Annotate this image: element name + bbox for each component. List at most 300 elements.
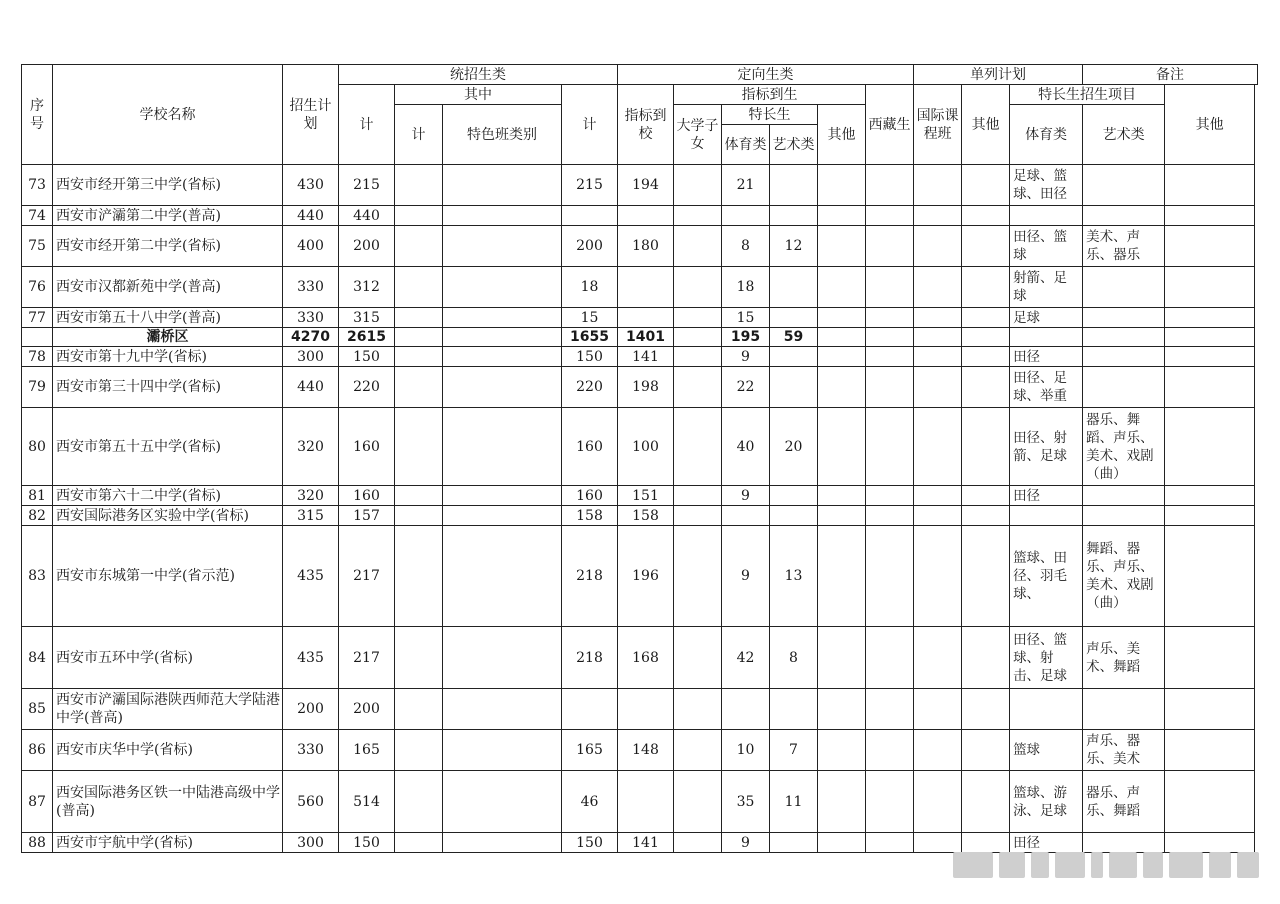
- separate-other: [962, 367, 1010, 408]
- feature-class: [443, 627, 562, 689]
- unified-total: 514: [339, 771, 395, 833]
- school-name: 西安国际港务区铁一中陆港高级中学(普高): [53, 771, 283, 833]
- univ-children: [674, 408, 722, 486]
- specialty-arts: [770, 267, 818, 308]
- header-quota-group: 指标到生: [674, 85, 866, 105]
- district-subtotal-row: [22, 328, 1258, 347]
- tibet: [866, 627, 914, 689]
- quota-other: [818, 730, 866, 771]
- remarks-other: [1165, 730, 1255, 771]
- specialty-arts: 12: [770, 226, 818, 267]
- quota-to-school: 168: [618, 627, 674, 689]
- remarks-arts: 器乐、声乐、舞蹈: [1083, 771, 1165, 833]
- quota-to-school: 196: [618, 526, 674, 627]
- unified-total: 150: [339, 347, 395, 367]
- header-specialty-items: 特长生招生项目: [1010, 85, 1165, 105]
- intl: [914, 506, 962, 526]
- separate-other: [962, 408, 1010, 486]
- univ-children: [674, 328, 722, 347]
- directed-total: 218: [562, 627, 618, 689]
- school-name: 西安市第五十八中学(普高): [53, 308, 283, 328]
- remarks-sports: [1010, 506, 1083, 526]
- specialty-sports: 9: [722, 486, 770, 506]
- remarks-sports: 篮球: [1010, 730, 1083, 771]
- school-name: 西安市经开第二中学(省标): [53, 226, 283, 267]
- quota-other: [818, 526, 866, 627]
- remarks-arts: 声乐、美术、舞蹈: [1083, 627, 1165, 689]
- tibet: [866, 730, 914, 771]
- separate-other: [962, 486, 1010, 506]
- remarks-arts: 器乐、舞蹈、声乐、美术、戏剧（曲）: [1083, 408, 1165, 486]
- unified-total: 440: [339, 206, 395, 226]
- quota-to-school: 141: [618, 347, 674, 367]
- feature-class: [443, 308, 562, 328]
- unified-total: 217: [339, 526, 395, 627]
- feature-class: [443, 771, 562, 833]
- feature-class: [443, 730, 562, 771]
- intl: [914, 771, 962, 833]
- specialty-arts: [770, 833, 818, 853]
- quota-to-school: 151: [618, 486, 674, 506]
- specialty-sports: 9: [722, 833, 770, 853]
- directed-total: 46: [562, 771, 618, 833]
- table-row: [22, 165, 1258, 206]
- specialty-sports: 9: [722, 526, 770, 627]
- header-among-total: 计: [395, 105, 443, 165]
- separate-other: [962, 526, 1010, 627]
- remarks-arts: [1083, 689, 1165, 730]
- separate-other: [962, 730, 1010, 771]
- remarks-other: [1165, 506, 1255, 526]
- remarks-sports: [1010, 328, 1083, 347]
- plan-total: 440: [283, 367, 339, 408]
- table-row: [22, 367, 1258, 408]
- row-number: 75: [22, 226, 53, 267]
- specialty-sports: 8: [722, 226, 770, 267]
- header-quota-other: 其他: [818, 105, 866, 165]
- among-total: [395, 627, 443, 689]
- remarks-other: [1165, 347, 1255, 367]
- header-plan: 招生计划: [283, 65, 339, 165]
- remarks-sports: 射箭、足球: [1010, 267, 1083, 308]
- specialty-arts: [770, 506, 818, 526]
- among-total: [395, 506, 443, 526]
- univ-children: [674, 486, 722, 506]
- header-feature-class: 特色班类别: [443, 105, 562, 165]
- plan-total: 4270: [283, 328, 339, 347]
- quota-other: [818, 486, 866, 506]
- univ-children: [674, 206, 722, 226]
- plan-total: 400: [283, 226, 339, 267]
- tibet: [866, 771, 914, 833]
- header-among: 其中: [395, 85, 562, 105]
- header-remarks-other: 其他: [1165, 85, 1255, 165]
- intl: [914, 408, 962, 486]
- specialty-arts: [770, 486, 818, 506]
- tibet: [866, 328, 914, 347]
- specialty-sports: 9: [722, 347, 770, 367]
- remarks-sports: [1010, 689, 1083, 730]
- univ-children: [674, 833, 722, 853]
- remarks-other: [1165, 526, 1255, 627]
- intl: [914, 526, 962, 627]
- row-number: 78: [22, 347, 53, 367]
- unified-total: 165: [339, 730, 395, 771]
- feature-class: [443, 367, 562, 408]
- directed-total: 160: [562, 408, 618, 486]
- table-row: [22, 506, 1258, 526]
- plan-total: 330: [283, 308, 339, 328]
- remarks-arts: [1083, 308, 1165, 328]
- specialty-arts: 8: [770, 627, 818, 689]
- remarks-sports: 田径、射箭、足球: [1010, 408, 1083, 486]
- row-number: 73: [22, 165, 53, 206]
- directed-total: 218: [562, 526, 618, 627]
- separate-other: [962, 689, 1010, 730]
- tibet: [866, 506, 914, 526]
- separate-other: [962, 347, 1010, 367]
- specialty-sports: 195: [722, 328, 770, 347]
- quota-other: [818, 506, 866, 526]
- directed-total: [562, 206, 618, 226]
- table-row: [22, 226, 1258, 267]
- univ-children: [674, 771, 722, 833]
- header-intl: 国际课程班: [914, 85, 962, 165]
- intl: [914, 367, 962, 408]
- among-total: [395, 267, 443, 308]
- separate-other: [962, 165, 1010, 206]
- quota-to-school: 1401: [618, 328, 674, 347]
- plan-total: 430: [283, 165, 339, 206]
- specialty-arts: 7: [770, 730, 818, 771]
- tibet: [866, 367, 914, 408]
- specialty-arts: [770, 206, 818, 226]
- intl: [914, 226, 962, 267]
- row-number: 87: [22, 771, 53, 833]
- separate-other: [962, 226, 1010, 267]
- header-separate-other: 其他: [962, 85, 1010, 165]
- remarks-arts: [1083, 206, 1165, 226]
- tibet: [866, 833, 914, 853]
- among-total: [395, 367, 443, 408]
- row-number: 80: [22, 408, 53, 486]
- among-total: [395, 226, 443, 267]
- school-name: 西安市汉都新苑中学(普高): [53, 267, 283, 308]
- plan-total: 200: [283, 689, 339, 730]
- tibet: [866, 689, 914, 730]
- among-total: [395, 526, 443, 627]
- unified-total: 220: [339, 367, 395, 408]
- remarks-other: [1165, 267, 1255, 308]
- table-row: [22, 627, 1258, 689]
- tibet: [866, 226, 914, 267]
- tibet: [866, 267, 914, 308]
- header-sports: 体育类: [722, 125, 770, 165]
- header-univ-children: 大学子女: [674, 105, 722, 165]
- quota-to-school: [618, 267, 674, 308]
- school-name: 西安市第三十四中学(省标): [53, 367, 283, 408]
- remarks-sports: [1010, 206, 1083, 226]
- enrollment-plan-table: [21, 64, 1258, 853]
- school-name: 西安市第十九中学(省标): [53, 347, 283, 367]
- remarks-sports: 田径: [1010, 833, 1083, 853]
- remarks-other: [1165, 486, 1255, 506]
- intl: [914, 627, 962, 689]
- specialty-sports: 40: [722, 408, 770, 486]
- unified-total: 315: [339, 308, 395, 328]
- school-name: 西安市第五十五中学(省标): [53, 408, 283, 486]
- remarks-other: [1165, 206, 1255, 226]
- specialty-arts: [770, 347, 818, 367]
- header-separate: 单列计划: [914, 65, 1083, 85]
- plan-total: 440: [283, 206, 339, 226]
- unified-total: 160: [339, 486, 395, 506]
- univ-children: [674, 689, 722, 730]
- row-number: 74: [22, 206, 53, 226]
- remarks-sports: 足球、篮球、田径: [1010, 165, 1083, 206]
- intl: [914, 308, 962, 328]
- table-row: [22, 526, 1258, 627]
- row-number: 82: [22, 506, 53, 526]
- directed-total: 1655: [562, 328, 618, 347]
- specialty-sports: 22: [722, 367, 770, 408]
- remarks-sports: 田径、足球、举重: [1010, 367, 1083, 408]
- among-total: [395, 771, 443, 833]
- table-row: [22, 486, 1258, 506]
- univ-children: [674, 526, 722, 627]
- quota-other: [818, 347, 866, 367]
- quota-other: [818, 367, 866, 408]
- intl: [914, 730, 962, 771]
- header-directed-total: 计: [562, 85, 618, 165]
- univ-children: [674, 165, 722, 206]
- remarks-sports: 田径、篮球、射击、足球: [1010, 627, 1083, 689]
- feature-class: [443, 506, 562, 526]
- remarks-sports: 篮球、田径、羽毛球、: [1010, 526, 1083, 627]
- among-total: [395, 308, 443, 328]
- plan-total: 330: [283, 730, 339, 771]
- directed-total: 200: [562, 226, 618, 267]
- plan-total: 300: [283, 347, 339, 367]
- quota-other: [818, 771, 866, 833]
- among-total: [395, 730, 443, 771]
- row-number: 84: [22, 627, 53, 689]
- intl: [914, 486, 962, 506]
- separate-other: [962, 267, 1010, 308]
- remarks-other: [1165, 408, 1255, 486]
- feature-class: [443, 347, 562, 367]
- quota-to-school: [618, 308, 674, 328]
- univ-children: [674, 347, 722, 367]
- school-name: 灞桥区: [53, 328, 283, 347]
- row-number: 81: [22, 486, 53, 506]
- quota-other: [818, 308, 866, 328]
- table-row: [22, 730, 1258, 771]
- specialty-arts: 11: [770, 771, 818, 833]
- remarks-sports: 田径: [1010, 486, 1083, 506]
- tibet: [866, 165, 914, 206]
- quota-to-school: [618, 206, 674, 226]
- remarks-arts: 美术、声乐、器乐: [1083, 226, 1165, 267]
- among-total: [395, 328, 443, 347]
- directed-total: 15: [562, 308, 618, 328]
- header-unified: 统招生类: [339, 65, 618, 85]
- header-arts: 艺术类: [770, 125, 818, 165]
- row-number: 86: [22, 730, 53, 771]
- table-row: [22, 206, 1258, 226]
- remarks-sports: 田径、篮球: [1010, 226, 1083, 267]
- specialty-sports: 10: [722, 730, 770, 771]
- quota-to-school: [618, 771, 674, 833]
- feature-class: [443, 833, 562, 853]
- intl: [914, 328, 962, 347]
- header-quota: 指标到校: [618, 85, 674, 165]
- specialty-arts: 59: [770, 328, 818, 347]
- separate-other: [962, 206, 1010, 226]
- row-number: 83: [22, 526, 53, 627]
- header-unified-total: 计: [339, 85, 395, 165]
- header-remarks-sports: 体育类: [1010, 105, 1083, 165]
- header-directed: 定向生类: [618, 65, 914, 85]
- feature-class: [443, 267, 562, 308]
- directed-total: 150: [562, 833, 618, 853]
- unified-total: 150: [339, 833, 395, 853]
- header-tibet: 西藏生: [866, 85, 914, 165]
- univ-children: [674, 367, 722, 408]
- quota-other: [818, 328, 866, 347]
- remarks-other: [1165, 627, 1255, 689]
- table-row: [22, 408, 1258, 486]
- tibet: [866, 486, 914, 506]
- specialty-arts: [770, 308, 818, 328]
- quota-to-school: [618, 689, 674, 730]
- row-number: [22, 328, 53, 347]
- separate-other: [962, 328, 1010, 347]
- specialty-sports: 18: [722, 267, 770, 308]
- row-number: 88: [22, 833, 53, 853]
- table-row: [22, 308, 1258, 328]
- remarks-other: [1165, 226, 1255, 267]
- specialty-arts: 13: [770, 526, 818, 627]
- tibet: [866, 347, 914, 367]
- school-name: 西安市第六十二中学(省标): [53, 486, 283, 506]
- quota-to-school: 194: [618, 165, 674, 206]
- directed-total: 150: [562, 347, 618, 367]
- plan-total: 315: [283, 506, 339, 526]
- feature-class: [443, 486, 562, 506]
- quota-to-school: 148: [618, 730, 674, 771]
- remarks-arts: [1083, 347, 1165, 367]
- univ-children: [674, 267, 722, 308]
- remarks-other: [1165, 771, 1255, 833]
- row-number: 76: [22, 267, 53, 308]
- remarks-arts: [1083, 165, 1165, 206]
- school-name: 西安市五环中学(省标): [53, 627, 283, 689]
- quota-other: [818, 627, 866, 689]
- remarks-other: [1165, 367, 1255, 408]
- feature-class: [443, 689, 562, 730]
- directed-total: 165: [562, 730, 618, 771]
- specialty-sports: 21: [722, 165, 770, 206]
- quota-to-school: 141: [618, 833, 674, 853]
- among-total: [395, 689, 443, 730]
- remarks-other: [1165, 165, 1255, 206]
- unified-total: 157: [339, 506, 395, 526]
- plan-total: 320: [283, 408, 339, 486]
- specialty-sports: 42: [722, 627, 770, 689]
- specialty-sports: [722, 206, 770, 226]
- table-row: [22, 689, 1258, 730]
- quota-other: [818, 689, 866, 730]
- tibet: [866, 206, 914, 226]
- unified-total: 200: [339, 226, 395, 267]
- row-number: 79: [22, 367, 53, 408]
- specialty-arts: [770, 165, 818, 206]
- header-remarks: 备注: [1083, 65, 1258, 85]
- row-number: 85: [22, 689, 53, 730]
- quota-to-school: 158: [618, 506, 674, 526]
- header-seq: 序号: [22, 65, 53, 165]
- unified-total: 160: [339, 408, 395, 486]
- unified-total: 200: [339, 689, 395, 730]
- feature-class: [443, 328, 562, 347]
- among-total: [395, 165, 443, 206]
- separate-other: [962, 506, 1010, 526]
- specialty-sports: [722, 689, 770, 730]
- row-number: 77: [22, 308, 53, 328]
- remarks-arts: [1083, 267, 1165, 308]
- feature-class: [443, 226, 562, 267]
- directed-total: 160: [562, 486, 618, 506]
- table-row: [22, 267, 1258, 308]
- directed-total: [562, 689, 618, 730]
- plan-total: 435: [283, 526, 339, 627]
- univ-children: [674, 730, 722, 771]
- separate-other: [962, 308, 1010, 328]
- quota-other: [818, 267, 866, 308]
- school-name: 西安市庆华中学(省标): [53, 730, 283, 771]
- table-row: [22, 771, 1258, 833]
- tibet: [866, 408, 914, 486]
- quota-to-school: 100: [618, 408, 674, 486]
- separate-other: [962, 771, 1010, 833]
- among-total: [395, 206, 443, 226]
- plan-total: 435: [283, 627, 339, 689]
- tibet: [866, 526, 914, 627]
- header-specialty: 特长生: [722, 105, 818, 125]
- quota-other: [818, 226, 866, 267]
- header-school-name: 学校名称: [53, 65, 283, 165]
- intl: [914, 347, 962, 367]
- plan-total: 300: [283, 833, 339, 853]
- univ-children: [674, 308, 722, 328]
- directed-total: 18: [562, 267, 618, 308]
- unified-total: 2615: [339, 328, 395, 347]
- quota-other: [818, 165, 866, 206]
- table-row: [22, 347, 1258, 367]
- unified-total: 217: [339, 627, 395, 689]
- plan-total: 330: [283, 267, 339, 308]
- school-name: 西安市宇航中学(省标): [53, 833, 283, 853]
- among-total: [395, 486, 443, 506]
- remarks-sports: 田径: [1010, 347, 1083, 367]
- intl: [914, 165, 962, 206]
- specialty-arts: [770, 689, 818, 730]
- remarks-other: [1165, 308, 1255, 328]
- remarks-arts: 声乐、器乐、美术: [1083, 730, 1165, 771]
- school-name: 西安市浐灞国际港陕西师范大学陆港中学(普高): [53, 689, 283, 730]
- directed-total: 158: [562, 506, 618, 526]
